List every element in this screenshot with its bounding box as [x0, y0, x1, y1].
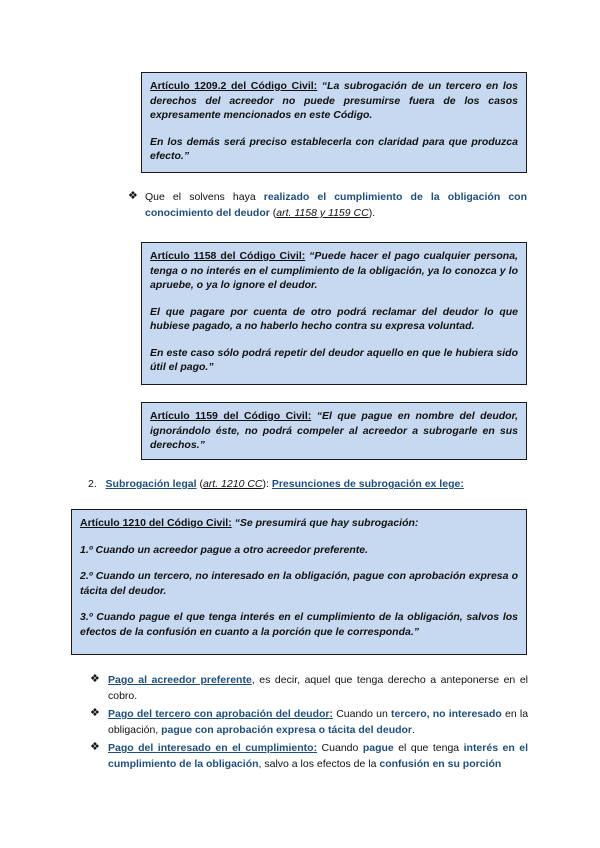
- article-title: Artículo 1158 del Código Civil:: [150, 250, 306, 262]
- presunciones-link[interactable]: Presunciones de subrogación ex lege:: [271, 478, 464, 490]
- quote-paragraph: Artículo 1159 del Código Civil: “El que pague en nombre del deudor, ignorándolo éste, no podrá compeler al acreedor a subrogarle en sus derechos.”: [150, 410, 518, 451]
- quote-paragraph: Artículo 1158 del Código Civil: “Puede hacer el pago cualquier persona, tenga o no interés en el cumplimiento de la obligación, ya lo conozca y lo apruebe, o ya lo ignore el deudor.: [150, 250, 518, 291]
- quote-paragraph: 3.º Cuando pague el que tenga interés en el cumplimiento de la obligación, salvos los efectos de la confusión en cuanto a la porción que le corresponda.”: [80, 611, 518, 638]
- bullet-paragraph: Que el solvens haya realizado el cumplimiento de la obligación con conocimiento del deudor (art. 1158 y 1159 CC).: [145, 191, 527, 219]
- highlight-text: confusión en su porción: [379, 758, 502, 770]
- quote-box-art-1159: [141, 402, 527, 460]
- pago-interesado-link[interactable]: Pago del interesado en el cumplimiento:: [108, 742, 318, 754]
- item-number: 2.: [88, 478, 97, 490]
- quote-box-art-1210: [71, 509, 527, 655]
- highlight-text: pague: [362, 742, 394, 754]
- bullet-paragraph: Pago del tercero con aprobación del deudor: Cuando un tercero, no interesado en la obligación, pague con aprobación expresa o tácita del deudor.: [108, 708, 529, 736]
- highlight-text: realizado el cumplimiento de la obligación con conocimiento del deudor: [145, 191, 527, 219]
- quote-paragraph: El que pagare por cuenta de otro podrá reclamar del deudor lo que hubiese pagado, a no haberlo hecho contra su expresa voluntad.: [150, 305, 518, 332]
- highlight-text: pague con aprobación expresa o tácita del deudor: [161, 724, 413, 736]
- subrogacion-legal-link[interactable]: Subrogación legal: [105, 478, 197, 490]
- quote-box-art-1209: [141, 72, 527, 173]
- quote-paragraph: Artículo 1210 del Código Civil: “Se presumirá que hay subrogación:: [80, 517, 419, 529]
- pago-acreedor-preferente-link[interactable]: Pago al acreedor preferente: [108, 674, 252, 686]
- quote-paragraph: En este caso sólo podrá repetir del deudor aquello en que le hubiera sido útil el pago.”: [150, 346, 518, 373]
- pago-tercero-link[interactable]: Pago del tercero con aprobación del deudor:: [108, 708, 334, 720]
- bullet-icon: ❖: [90, 741, 100, 753]
- bullet-icon: ❖: [90, 673, 100, 685]
- highlight-text: tercero, no interesado: [391, 708, 502, 720]
- numbered-item-2: 2. Subrogación legal (art. 1210 CC): Presunciones de subrogación ex lege:: [88, 478, 464, 490]
- quote-box-art-1158: [141, 242, 527, 385]
- quote-paragraph: Artículo 1209.2 del Código Civil: “La subrogación de un tercero en los derechos del acreedor no puede presumirse fuera de los casos expresamente mencionados en este Código.: [150, 80, 518, 121]
- bullet-paragraph: Pago del interesado en el cumplimiento: Cuando pague el que tenga interés en el cumplimiento de la obligación, salvo a los efectos de la confusión en su porción: [108, 742, 528, 770]
- quote-paragraph: 1.º Cuando un acreedor pague a otro acreedor preferente.: [80, 543, 368, 556]
- quote-paragraph: En los demás será preciso establecerla con claridad para que produzca efecto.”: [150, 135, 518, 162]
- quote-paragraph: 2.º Cuando un tercero, no interesado en la obligación, pague con aprobación expresa o tácita del deudor.: [80, 570, 518, 597]
- highlight-text: interés en el cumplimiento de la obligación: [108, 742, 528, 770]
- bullet-icon: ❖: [90, 707, 100, 719]
- bullet-paragraph: Pago al acreedor preferente, es decir, aquel que tenga derecho a anteponerse en el cobro.: [108, 674, 528, 702]
- article-title: Artículo 1210 del Código Civil:: [80, 517, 232, 529]
- article-reference: art. 1210 CC: [202, 478, 263, 490]
- article-reference: art. 1158 y 1159 CC: [276, 207, 369, 219]
- bullet-icon: ❖: [128, 190, 138, 202]
- article-title: Artículo 1159 del Código Civil:: [150, 410, 312, 422]
- article-title: Artículo 1209.2 del Código Civil:: [150, 80, 318, 92]
